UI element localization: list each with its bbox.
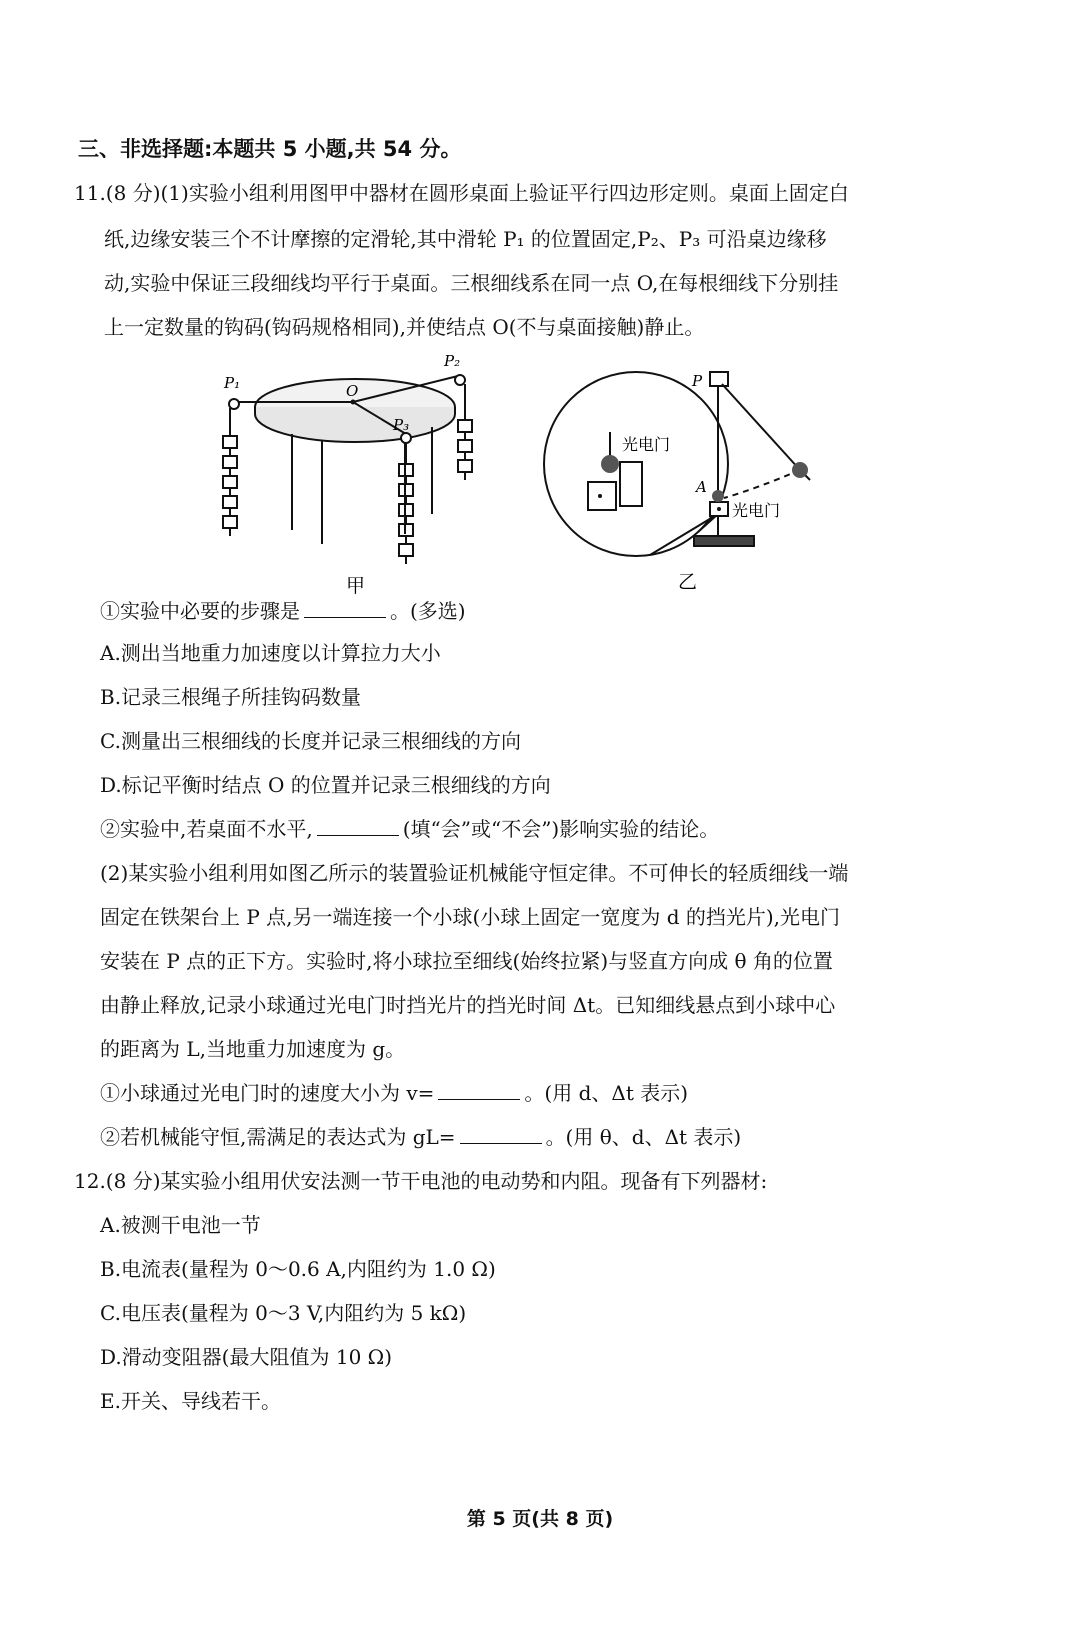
weights-p2 bbox=[458, 420, 472, 480]
label-a: A bbox=[696, 478, 707, 496]
q11-sub2-q1: ①小球通过光电门时的速度大小为 v= 。(用 d、Δt 表示) bbox=[100, 1081, 689, 1105]
q11-intro-line-3: 动,实验中保证三段细线均平行于桌面。三根细线系在同一点 O,在每根细线下分别挂 bbox=[104, 271, 839, 295]
pulley-p1 bbox=[229, 399, 239, 409]
label-p2: P₂ bbox=[444, 352, 461, 370]
section-heading: 三、非选择题:本题共 5 小题,共 54 分。 bbox=[78, 137, 462, 161]
q11-intro-line-4: 上一定数量的钩码(钩码规格相同),并使结点 O(不与桌面接触)静止。 bbox=[104, 315, 705, 339]
answer-blank[interactable] bbox=[304, 599, 386, 618]
q11-part2-line-5: 的距离为 L,当地重力加速度为 g。 bbox=[100, 1037, 406, 1061]
figure-yi bbox=[538, 352, 858, 602]
stand-base bbox=[694, 536, 754, 546]
label-p3: P₃ bbox=[393, 416, 410, 434]
q11-sub1-q2: ②实验中,若桌面不水平, (填“会”或“不会”)影响实验的结论。 bbox=[100, 817, 720, 841]
label-p1: P₁ bbox=[224, 374, 241, 392]
pulley-p3 bbox=[401, 433, 411, 443]
q11-option-c: C.测量出三根细线的长度并记录三根细线的方向 bbox=[100, 729, 521, 753]
figure-jia bbox=[210, 352, 510, 602]
label-o: O bbox=[346, 382, 359, 400]
q11-intro-line-1: 11.(8 分)(1)实验小组利用图甲中器材在圆形桌面上验证平行四边形定则。桌面上固定白 bbox=[74, 181, 849, 205]
ball-bottom bbox=[712, 490, 724, 502]
q12-intro: 12.(8 分)某实验小组用伏安法测一节干电池的电动势和内阻。现备有下列器材: bbox=[74, 1169, 768, 1193]
q11-part2-line-1: (2)某实验小组利用如图乙所示的装置验证机械能守恒定律。不可伸长的轻质细线一端 bbox=[100, 861, 849, 885]
answer-blank[interactable] bbox=[438, 1081, 520, 1100]
q12-item-c: C.电压表(量程为 0～3 V,内阻约为 5 kΩ) bbox=[100, 1301, 467, 1325]
q12-item-a: A.被测干电池一节 bbox=[100, 1213, 261, 1237]
q12-item-e: E.开关、导线若干。 bbox=[100, 1389, 281, 1413]
q11-option-b: B.记录三根绳子所挂钩码数量 bbox=[100, 685, 362, 709]
q11-part2-line-4: 由静止释放,记录小球通过光电门时挡光片的挡光时间 Δt。已知细线悬点到小球中心 bbox=[100, 993, 836, 1017]
pendulum-string bbox=[722, 384, 800, 470]
answer-blank[interactable] bbox=[460, 1125, 542, 1144]
label-gate-inset: 光电门 bbox=[622, 435, 671, 454]
pulley-p2 bbox=[455, 375, 465, 385]
q11-sub2-q2: ②若机械能守恒,需满足的表达式为 gL= 。(用 θ、d、Δt 表示) bbox=[100, 1125, 742, 1149]
caption-jia: 甲 bbox=[346, 575, 366, 597]
inset-circle bbox=[544, 372, 728, 556]
page-footer: 第 5 页(共 8 页) bbox=[466, 1508, 614, 1530]
caption-yi: 乙 bbox=[678, 571, 698, 593]
q11-option-d: D.标记平衡时结点 O 的位置并记录三根细线的方向 bbox=[100, 773, 551, 797]
ball-release bbox=[792, 462, 808, 478]
q11-part2-line-2: 固定在铁架台上 P 点,另一端连接一个小球(小球上固定一宽度为 d 的挡光片),光电门 bbox=[100, 905, 841, 929]
label-gate: 光电门 bbox=[732, 501, 781, 520]
clamp-p bbox=[710, 372, 728, 386]
label-p: P bbox=[692, 372, 703, 390]
answer-blank[interactable] bbox=[317, 817, 399, 836]
q12-item-d: D.滑动变阻器(最大阻值为 10 Ω) bbox=[100, 1345, 393, 1369]
q11-option-a: A.测出当地重力加速度以计算拉力大小 bbox=[100, 641, 441, 665]
weights-p1 bbox=[223, 436, 237, 536]
knot-o bbox=[351, 400, 356, 405]
q11-part2-line-3: 安装在 P 点的正下方。实验时,将小球拉至细线(始终拉紧)与竖直方向成 θ 角的位置 bbox=[100, 949, 833, 973]
q11-intro-line-2: 纸,边缘安装三个不计摩擦的定滑轮,其中滑轮 P₁ 的位置固定,P₂、P₃ 可沿桌边缘移 bbox=[104, 227, 827, 251]
ball-inset bbox=[601, 455, 619, 473]
q12-item-b: B.电流表(量程为 0～0.6 A,内阻约为 1.0 Ω) bbox=[100, 1257, 496, 1281]
q11-sub1-q1: ①实验中必要的步骤是 。(多选) bbox=[100, 599, 466, 623]
